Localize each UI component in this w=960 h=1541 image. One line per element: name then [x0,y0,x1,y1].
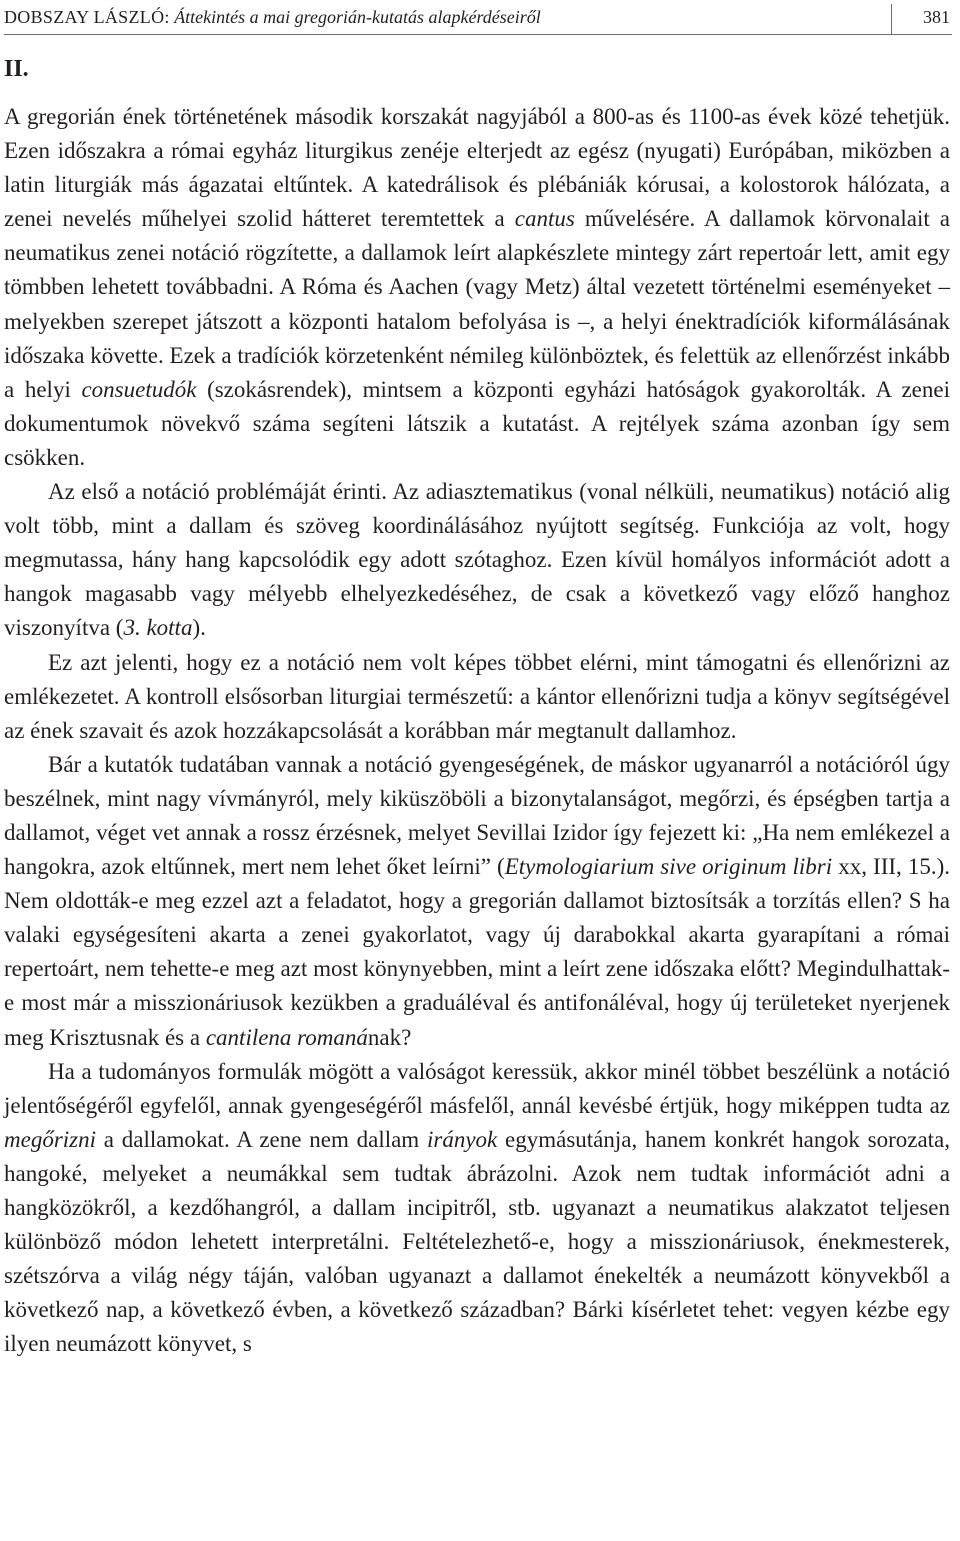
paragraph [4,1055,950,1362]
italic-text: irányok [426,1126,498,1152]
page-number: 381 [923,7,950,27]
paragraph [4,100,950,475]
paragraph [4,475,950,645]
header-title: Áttekintés a mai gregorián-kutatás alapkérdéseiről [174,7,541,27]
body-text [4,100,950,1361]
text-run: xx, III, 15.). Nem oldották-e meg ezzel azt a feladatot, hogy a gregorián dallamot biztosítsák a torzítás ellen? S ha valaki egységesíteni akarta a zenei gyakorlatot, vagy új darabokkal akarta gyarapítani a római repertoárt, nem tehette-e meg azt most könynyebben, mint a leírt zene időszaka előtt? Megindulhattak-e most már a misszionáriusok kezükben a graduáléval és antifonáléval, hogy új területeket nyerjenek meg Krisztusnak és a [4,854,951,1050]
text-run: ). [192,615,206,641]
italic-text: cantus [514,206,575,232]
text-run: Ha a tudományos formulák mögött a valóságot keressük, akkor minél többet beszélünk a notáció jelentőségéről egyfelől, annak gyengeségéről másfelől, annál kevésbé értjük, hogy miképpen tudta az [4,1058,950,1118]
italic-text: cantilena romaná [205,1024,368,1050]
text-run: (szokásrendek), mintsem a központi egyházi hatóságok gyakorolták. A zenei dokumentumok növekvő száma segíteni látszik a kutatást. A rejtélyek száma azonban így sem csökken. [4,376,950,470]
section-heading: II. [4,56,29,82]
text-run: Ez azt jelenti, hogy ez a notáció nem volt képes többet elérni, mint támogatni és ellenőrizni az emlékezetet. A kontroll elsősorban liturgiai természetű: a kántor ellenőrizni tudja a könyv segítségével az ének szavait és azok hozzákapcsolását a korábban már megtanult dallamhoz. [4,649,950,743]
text-run: A gregorián ének történetének második korszakát nagyjából a 800-as és 1100-as évek közé tehetjük. Ezen időszakra a római egyház liturgikus zenéje elterjedt az egész (nyugati) Európában, miközben a latin liturgiák más ágazatai eltűntek. A katedrálisok és plébániák kórusai, a kolostorok hálózata, a zenei nevelés műhelyei szolid hátteret teremtettek a [4,104,950,232]
text-run: Az első a notáció problémáját érinti. Az adiasztematikus (vonal nélküli, neumatikus) notáció alig volt több, mint a dallam és szöveg koordinálásához nyújtott segítség. Funkciója az volt, hogy megmutassa, hány hang kapcsolódik egy adott szótaghoz. Ezen kívül homályos információt adott a hangok magasabb vagy mélyebb elhelyezkedéséhez, de csak a következő vagy előző hanghoz viszonyítva ( [4,479,950,641]
text-run: a dallamokat. A zene nem dallam [96,1126,427,1152]
italic-text: 3. kotta [123,615,193,641]
italic-text: consuetudók [81,376,197,402]
header-author: DOBSZAY LÁSZLÓ: [4,7,170,27]
text-run: nak? [367,1024,412,1050]
italic-text: megőrizni [4,1126,96,1152]
text-run: Bár a kutatók tudatában vannak a notáció gyengeségének, de máskor ugyanarról a notációról úgy beszélnek, mint nagy vívmányról, mely kiküszöböli a bizonytalanságot, megőrzi, és épségben tartja a dallamot, véget vet annak a rossz érzésnek, melyet Sevillai Izidor így fejezett ki: „Ha nem emlékezel a hangokra, azok eltűnnek, mert nem lehet őket leírni” ( [4,751,950,880]
text-run: egymásutánja, hanem konkrét hangok sorozata, hangoké, melyeket a neumákkal sem tudtak ábrázolni. Azok nem tudtak információt adni a hangközökről, a kezdőhangról, a dallam incipitről, stb. ugyanazt a neumatikus alakzatot teljesen különböző módon lehetett interpretálni. Feltételezhető-e, hogy a misszionáriusok, énekmesterek, szétszórva a világ négy táján, valóban ugyanazt a dallamot énekelték a neumázott könyvekből a következő nap, a következő évben, a következő században? Bárki kísérletet tehet: vegyen kézbe egy ilyen neumázott könyvet, s [4,1126,950,1357]
running-head [4,4,952,35]
paragraph [4,646,950,748]
header-divider [891,4,892,34]
paragraph [4,748,950,1055]
text-run: művelésére. A dallamok körvonalait a neumatikus zenei notáció rögzítette, a dallamok leírt alapkészlete mintegy zárt repertoár lett, amit egy tömbben lehetett továbbadni. A Róma és Aachen (vagy Metz) által vezetett történelmi eseményeket – melyekben szerepet játszott a központi hatalom befolyása is –, a helyi énektradíciók kiformálásának időszaka követte. Ezek a tradíciók körzetenként némileg különböztek, és felettük az ellenőrzést inkább a helyi [4,206,950,402]
italic-text: Etymologiarium sive originum libri [504,854,833,880]
